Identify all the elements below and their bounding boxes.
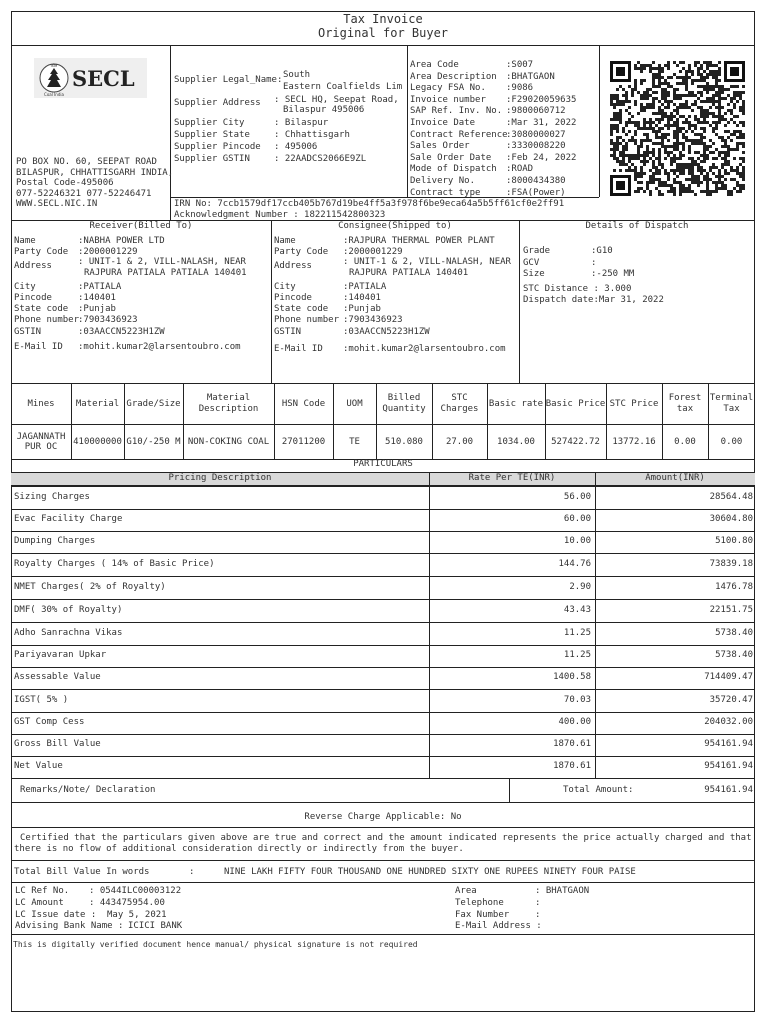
pricing-row-amount: 22151.75 — [709, 604, 753, 615]
contact-area-label: Area — [455, 886, 477, 896]
pricing-row-rate: 10.00 — [563, 536, 591, 546]
pricing-row-rate: 1870.61 — [553, 739, 591, 749]
items-cell-hsn-code: 27011200 — [281, 437, 326, 447]
lc-amount-label: LC Amount — [15, 898, 64, 908]
dispatch-grade-label: Grade — [523, 246, 551, 256]
pricing-header-rate: Rate Per TE(INR) — [468, 473, 556, 483]
pricing-row-rate: 2.90 — [569, 581, 591, 592]
meta-label: Mode of Dispatch — [410, 164, 497, 175]
meta-value: :Mar 31, 2022 — [506, 117, 577, 128]
pricing-row-rate: 70.03 — [563, 694, 591, 705]
supplier-website-link[interactable]: WWW.SECL.NIC.IN — [16, 199, 98, 209]
items-header-material-description: Material Description — [198, 393, 259, 414]
secl-logo-text: SECL — [72, 66, 135, 91]
items-header-uom: UOM — [346, 398, 363, 409]
receiver-state-label: State code — [14, 304, 69, 314]
consignee-city: :PATIALA — [343, 282, 387, 292]
pricing-header-description: Pricing Description — [168, 473, 272, 483]
items-header-basic-price: Basic Price — [545, 398, 606, 409]
meta-value: :9086 — [506, 83, 534, 94]
lc-issue-label: LC Issue date : — [15, 910, 97, 920]
certification-text-cont: there is no flow of additional consideration directly or indirectly from the buyer. — [14, 844, 464, 854]
remarks-label: Remarks/Note/ Declaration — [20, 785, 156, 795]
supplier-gstin: : 22AADCS2066E9ZL — [274, 154, 367, 164]
items-header-terminal-tax: Terminal Tax — [709, 393, 754, 414]
consignee-phone-label: Phone number — [274, 315, 340, 325]
pricing-row-amount: 204032.00 — [704, 717, 753, 727]
consignee-gstin: :03AACCN5223H1ZW — [343, 327, 430, 337]
supplier-address-label: Supplier Address — [174, 98, 261, 108]
receiver-address-cont: RAJPURA PATIALA PATIALA 140401 — [84, 268, 247, 278]
supplier-legal-name: South — [283, 70, 311, 80]
meta-value: :3330008220 — [506, 141, 566, 152]
contact-fax-label: Fax Number — [455, 910, 510, 920]
document-title: Tax Invoice — [343, 12, 423, 26]
pricing-row-amount: 714409.47 — [704, 672, 753, 682]
supplier-state-label: Supplier State — [174, 130, 250, 140]
supplier-legal-name-cont: Eastern Coalfields Lim — [283, 82, 403, 92]
consignee-pincode-label: Pincode — [274, 293, 312, 303]
meta-value: :Feb 24, 2022 — [506, 152, 577, 163]
receiver-party-label: Party Code — [14, 247, 69, 257]
consignee-address-label: Address — [274, 261, 312, 271]
lc-bank-value: ICICI BANK — [128, 921, 183, 931]
receiver-party-code: :2000001229 — [78, 247, 138, 257]
consignee-email-label: E-Mail ID — [274, 344, 323, 354]
footer-note: This is digitally verified document hence manual/ physical signature is not required — [13, 940, 418, 949]
pricing-row-description: Royalty Charges ( 14% of Basic Price) — [14, 558, 215, 569]
items-cell-basic-rate: 1034.00 — [497, 437, 535, 447]
pricing-row-amount: 954161.94 — [704, 739, 753, 749]
contact-phone-label: Telephone — [455, 898, 504, 908]
items-header-mines: Mines — [27, 398, 55, 409]
pricing-row-rate: 1870.61 — [553, 761, 591, 771]
reverse-charge: Reverse Charge Applicable: No — [304, 812, 462, 822]
certification-text: Certified that the particulars given above are true and correct and the amount indicated represents the price actually charged and that — [20, 833, 752, 843]
total-amount-label: Total Amount: — [563, 785, 634, 795]
consignee-party-label: Party Code — [274, 247, 329, 257]
receiver-header: Receiver(Billed To) — [89, 221, 193, 231]
svg-text:कोल: कोल — [50, 63, 58, 68]
pricing-row-rate: 1400.58 — [553, 672, 591, 682]
dispatch-size-label: Size — [523, 269, 545, 279]
pricing-row-amount: 73839.18 — [709, 558, 753, 569]
pricing-row-description: Net Value — [14, 761, 63, 771]
consignee-header: Consignee(Shipped to) — [338, 221, 452, 231]
consignee-state-label: State code — [274, 304, 329, 314]
pricing-row-amount: 5100.80 — [715, 536, 753, 546]
acknowledgment-number: Acknowledgment Number : 182211542800323 — [174, 210, 386, 220]
supplier-pincode-label: Supplier Pincode — [174, 142, 261, 152]
contact-area-value: : BHATGAON — [535, 886, 590, 896]
pricing-row-amount: 28564.48 — [709, 491, 753, 502]
pricing-row-description: IGST( 5% ) — [14, 694, 69, 705]
dispatch-gcv: : — [591, 258, 597, 268]
supplier-postal-line: Postal Code-495006 — [16, 178, 114, 188]
consignee-gstin-label: GSTIN — [274, 327, 302, 337]
items-header-stc-price: STC Price — [609, 398, 659, 409]
items-header-basic-rate: Basic rate — [488, 398, 544, 409]
pricing-row-description: GST Comp Cess — [14, 717, 85, 727]
lc-issue-value: May 5, 2021 — [107, 910, 167, 920]
meta-value: :FSA(Power) — [506, 187, 566, 198]
pricing-row-rate: 144.76 — [558, 558, 591, 569]
total-amount-value: 954161.94 — [704, 785, 753, 795]
pricing-row-amount: 954161.94 — [704, 761, 753, 771]
meta-value: :8000434380 — [506, 175, 566, 186]
stc-distance: STC Distance : 3.000 — [523, 284, 632, 294]
pricing-row-amount: 1476.78 — [715, 581, 753, 592]
meta-label: Legacy FSA No. — [410, 83, 486, 94]
supplier-postal-line: BILASPUR, CHHATTISGARH INDIA, — [16, 167, 174, 178]
consignee-email[interactable]: :mohit.kumar2@larsentoubro.com — [343, 344, 506, 354]
receiver-pincode-label: Pincode — [14, 293, 52, 303]
items-cell-forest-tax: 0.00 — [674, 437, 696, 447]
meta-value: :BHATGAON — [506, 71, 555, 82]
total-words-colon: : — [189, 867, 195, 877]
items-cell-billed-quantity: 510.080 — [385, 437, 423, 447]
pricing-row-rate: 56.00 — [563, 491, 591, 502]
consignee-state: :Punjab — [343, 304, 381, 314]
contact-email-label: E-Mail Address : — [455, 921, 542, 931]
supplier-postal-block — [16, 157, 173, 210]
dispatch-gcv-label: GCV — [523, 258, 540, 268]
lc-bank-label: Advising Bank Name : — [15, 921, 124, 931]
pricing-row-description: Sizing Charges — [14, 491, 90, 502]
supplier-gstin-label: Supplier GSTIN — [174, 154, 250, 164]
meta-label: Invoice Date — [410, 117, 476, 128]
dispatch-date: Dispatch date:Mar 31, 2022 — [523, 295, 664, 305]
consignee-party-code: :2000001229 — [343, 247, 403, 257]
items-header-stc-charges: STC Charges — [440, 393, 479, 414]
pricing-row-description: Dumping Charges — [14, 536, 96, 546]
receiver-gstin: :03AACCN5223H1ZW — [78, 327, 165, 337]
meta-label: SAP Ref. Inv. No. — [410, 106, 503, 117]
total-words-label: Total Bill Value In words — [14, 867, 150, 877]
meta-value: :S007 — [506, 60, 534, 70]
pricing-row-description: DMF( 30% of Royalty) — [14, 604, 123, 615]
supplier-address-cont: Bilaspur 495006 — [283, 105, 365, 115]
supplier-city-label: Supplier City — [174, 118, 245, 128]
receiver-pincode: :140401 — [78, 293, 116, 303]
items-cell-grade-size: G10/-250 M — [126, 437, 181, 447]
pricing-row-rate: 11.25 — [563, 627, 591, 638]
meta-value: :F29020059635 — [506, 94, 577, 105]
contact-fax-value: : — [535, 910, 541, 920]
pricing-row-amount: 5738.40 — [715, 627, 753, 638]
consignee-pincode: :140401 — [343, 293, 381, 303]
pricing-row-description: Assessable Value — [14, 672, 101, 682]
items-cell-material: 410000000 — [73, 437, 122, 447]
dispatch-header: Details of Dispatch — [585, 221, 689, 231]
receiver-phone-label: Phone number — [14, 315, 80, 325]
pricing-row-description: Pariyavaran Upkar — [14, 650, 107, 660]
receiver-phone: :7903436923 — [78, 315, 138, 325]
items-cell-mines: JAGANNATH PUR OC — [16, 432, 66, 452]
lc-ref-value: : 0544ILC00003122 — [89, 886, 182, 896]
dispatch-grade: :G10 — [591, 246, 613, 256]
items-cell-material-description: NON-COKING COAL — [187, 437, 270, 447]
items-cell-stc-price: 13772.16 — [612, 437, 656, 447]
pricing-row-description: Adho Sanrachna Vikas — [14, 627, 123, 638]
meta-label: Delivery No. — [410, 175, 476, 186]
meta-value: :3080000027 — [506, 129, 566, 140]
supplier-city: : Bilaspur — [274, 118, 329, 128]
meta-label: Sale Order Date — [410, 152, 492, 163]
lc-amount-value: : 443475954.00 — [89, 898, 165, 908]
pricing-row-amount: 35720.47 — [709, 694, 753, 705]
meta-label: Contract Reference — [410, 129, 508, 140]
supplier-pincode: : 495006 — [274, 142, 318, 152]
pricing-row-amount: 5738.40 — [715, 650, 753, 660]
items-cell-stc-charges: 27.00 — [445, 437, 474, 447]
contact-phone-value: : — [535, 898, 541, 908]
meta-label: Invoice number — [410, 94, 486, 105]
items-cell-uom: TE — [349, 437, 360, 447]
meta-label: Sales Order — [410, 141, 470, 152]
supplier-phone-line: 077-52246321 077-52246471 — [16, 188, 152, 199]
irn-number: IRN No: 7ccb1579df17ccb405b767d19be4ff5a3f978f6be9eca64a5b5ff61cf0e2ff91 — [174, 199, 565, 209]
supplier-state: : Chhattisgarh — [274, 130, 350, 140]
receiver-gstin-label: GSTIN — [14, 327, 42, 337]
items-header-hsn-code: HSN Code — [281, 398, 326, 409]
total-words-value: NINE LAKH FIFTY FOUR THOUSAND ONE HUNDRED SIXTY ONE RUPEES NINETY FOUR PAISE — [224, 867, 636, 877]
consignee-address-cont: RAJPURA PATIALA 140401 — [349, 268, 469, 278]
lc-ref-label: LC Ref No. — [15, 886, 70, 896]
supplier-postal-line: PO BOX NO. 60, SEEPAT ROAD — [16, 157, 157, 167]
receiver-email[interactable]: :mohit.kumar2@larsentoubro.com — [78, 342, 241, 352]
receiver-name: :NABHA POWER LTD — [78, 236, 165, 246]
pricing-row-rate: 11.25 — [563, 650, 591, 660]
receiver-address-label: Address — [14, 261, 52, 271]
consignee-city-label: City — [274, 282, 296, 292]
dispatch-size: :-250 MM — [591, 269, 635, 279]
receiver-email-label: E-Mail ID — [14, 342, 63, 352]
svg-text:Coal India: Coal India — [44, 92, 64, 97]
qr-code-icon — [609, 58, 745, 200]
items-header-billed-quantity: Billed Quantity — [382, 393, 426, 414]
meta-label: Area Description — [410, 71, 497, 82]
consignee-phone: :7903436923 — [343, 315, 403, 325]
pricing-row-description: NMET Charges( 2% of Royalty) — [14, 581, 166, 592]
pricing-row-amount: 30604.80 — [709, 514, 753, 524]
meta-value: :ROAD — [506, 164, 534, 175]
pricing-row-description: Gross Bill Value — [14, 739, 101, 749]
pricing-row-rate: 60.00 — [563, 514, 591, 524]
items-cell-terminal-tax: 0.00 — [720, 437, 743, 447]
consignee-name: :RAJPURA THERMAL POWER PLANT — [343, 236, 495, 246]
secl-logo — [34, 58, 147, 98]
items-header-material: Material — [75, 398, 120, 409]
pricing-row-description: Evac Facility Charge — [14, 514, 123, 524]
items-header-grade-size: Grade/Size — [126, 398, 181, 409]
receiver-address: : UNIT-1 & 2, VILL-NALASH, NEAR — [78, 257, 246, 267]
receiver-name-label: Name — [14, 236, 36, 246]
receiver-city-label: City — [14, 282, 36, 292]
pricing-header-amount: Amount(INR) — [645, 473, 705, 483]
receiver-city: :PATIALA — [78, 282, 122, 292]
invoice-meta-block — [410, 60, 576, 199]
qr-code — [609, 58, 745, 200]
supplier-legal-name-label: Supplier Legal_Name: — [174, 75, 283, 85]
document-subtitle: Original for Buyer — [317, 26, 449, 40]
consignee-name-label: Name — [274, 236, 296, 246]
supplier-address: : SECL HQ, Seepat Road, — [274, 95, 399, 105]
meta-label: Area Code — [410, 60, 459, 70]
pricing-row-rate: 400.00 — [558, 717, 591, 727]
consignee-address: : UNIT-1 & 2, VILL-NALASH, NEAR — [343, 257, 511, 267]
items-header-forest-tax: Forest tax — [668, 393, 702, 414]
pricing-row-rate: 43.43 — [563, 604, 591, 615]
receiver-state: :Punjab — [78, 304, 116, 314]
particulars-label: PARTICULARS — [353, 459, 413, 469]
meta-label: Contract type — [410, 187, 481, 198]
meta-value: :9800060712 — [506, 106, 566, 117]
items-cell-basic-price: 527422.72 — [551, 437, 600, 447]
